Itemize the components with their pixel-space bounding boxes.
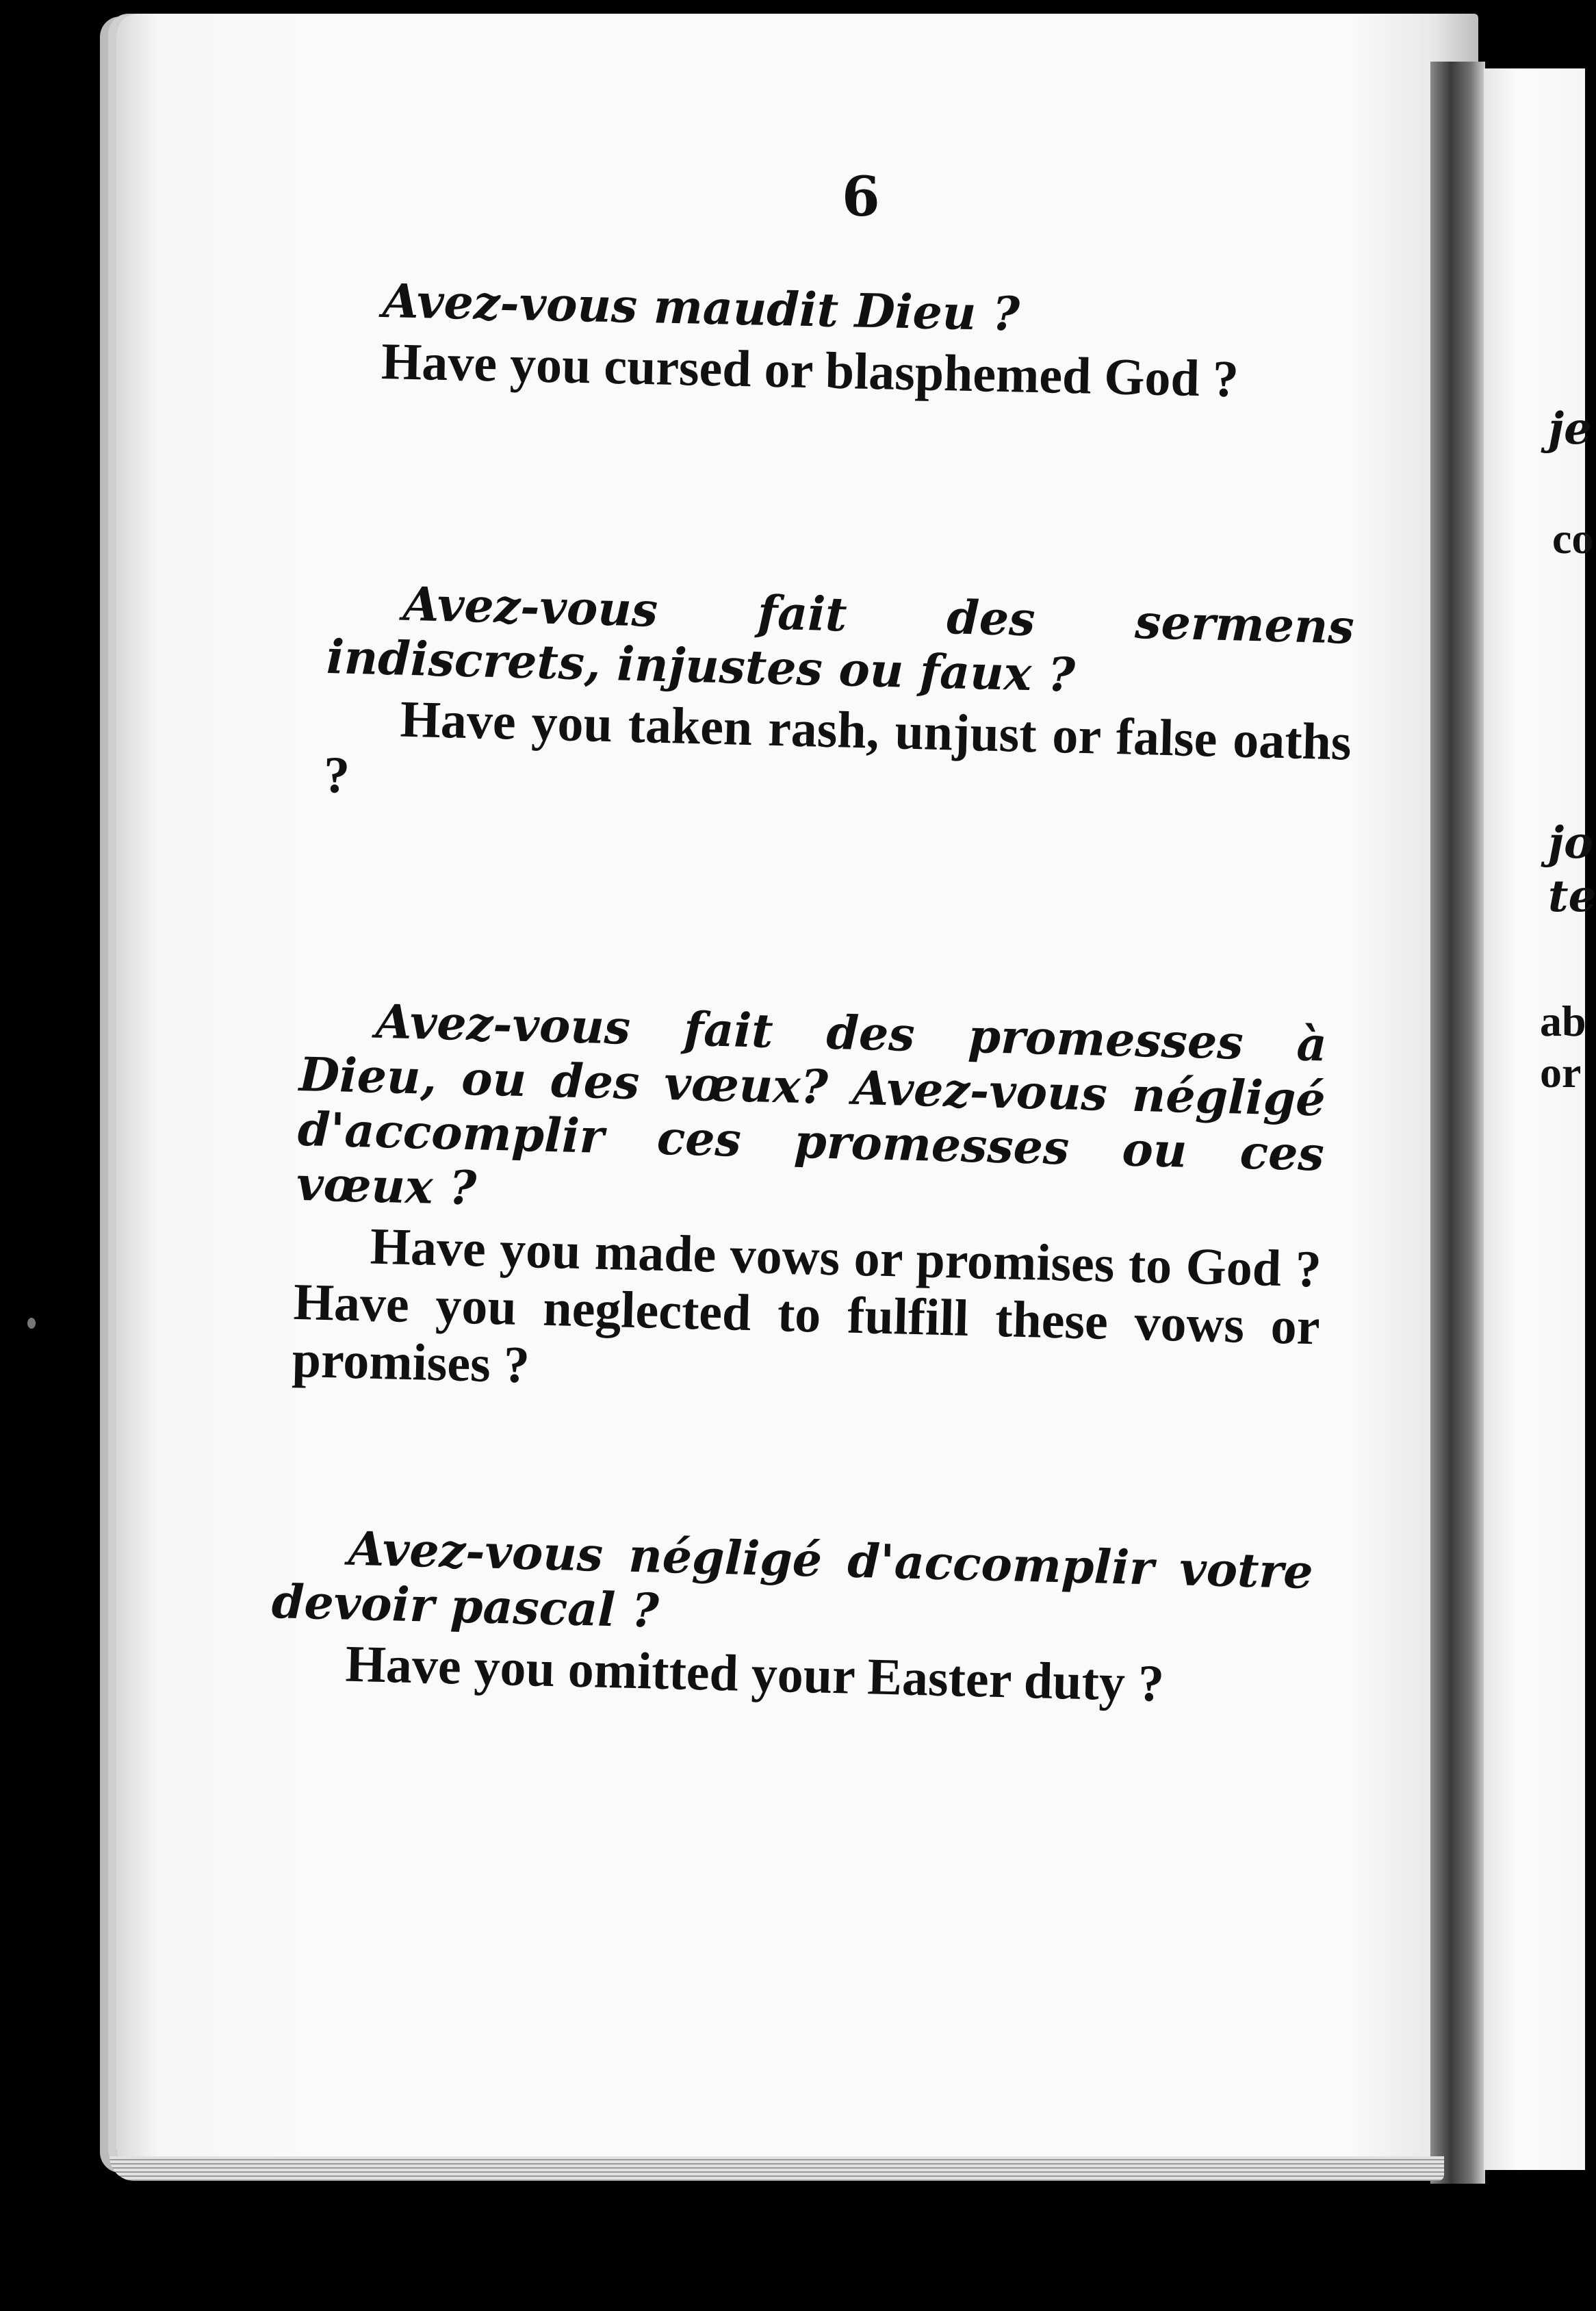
- facing-page-fragment: ab: [1540, 997, 1586, 1045]
- question-block-4: [270, 1520, 1314, 1716]
- facing-page-fragment: te: [1548, 871, 1596, 922]
- margin-mark: [27, 1318, 36, 1329]
- page-number: 6: [842, 164, 880, 229]
- page-edges: [110, 2156, 1444, 2181]
- question-english: Have you made vows or promises to God ? Have you neglected to fulfill these vows or promises ?: [291, 1217, 1322, 1394]
- question-block-2: [323, 575, 1355, 829]
- question-french: Avez-vous maudit Dieu ?: [382, 274, 1020, 342]
- question-english: Have you taken rash, unjust or false oaths ?: [322, 690, 1352, 804]
- question-french: Avez-vous négligé d'accomplir votre devoir pascal ?: [271, 1521, 1314, 1639]
- facing-page-fragment: je: [1548, 403, 1592, 455]
- question-french: Avez-vous fait des sermens indiscrets, injustes ou faux ?: [326, 576, 1355, 703]
- facing-page-fragment: jo: [1548, 817, 1593, 869]
- question-block-3: [292, 993, 1328, 1413]
- right-page: [1484, 68, 1585, 2170]
- question-english: Have you omitted your Easter duty ?: [344, 1635, 1165, 1713]
- facing-page-fragment: or: [1540, 1048, 1582, 1097]
- facing-page-fragment: co: [1552, 514, 1594, 563]
- question-block-1: [381, 274, 1382, 411]
- question-english: Have you cursed or blasphemed God ?: [381, 332, 1239, 409]
- book-gutter: [1430, 62, 1485, 2184]
- question-french: Avez-vous fait des promesses à Dieu, ou des vœux? Avez-vous négligé d'accomplir ces promesses ou ces vœux ?: [296, 994, 1328, 1216]
